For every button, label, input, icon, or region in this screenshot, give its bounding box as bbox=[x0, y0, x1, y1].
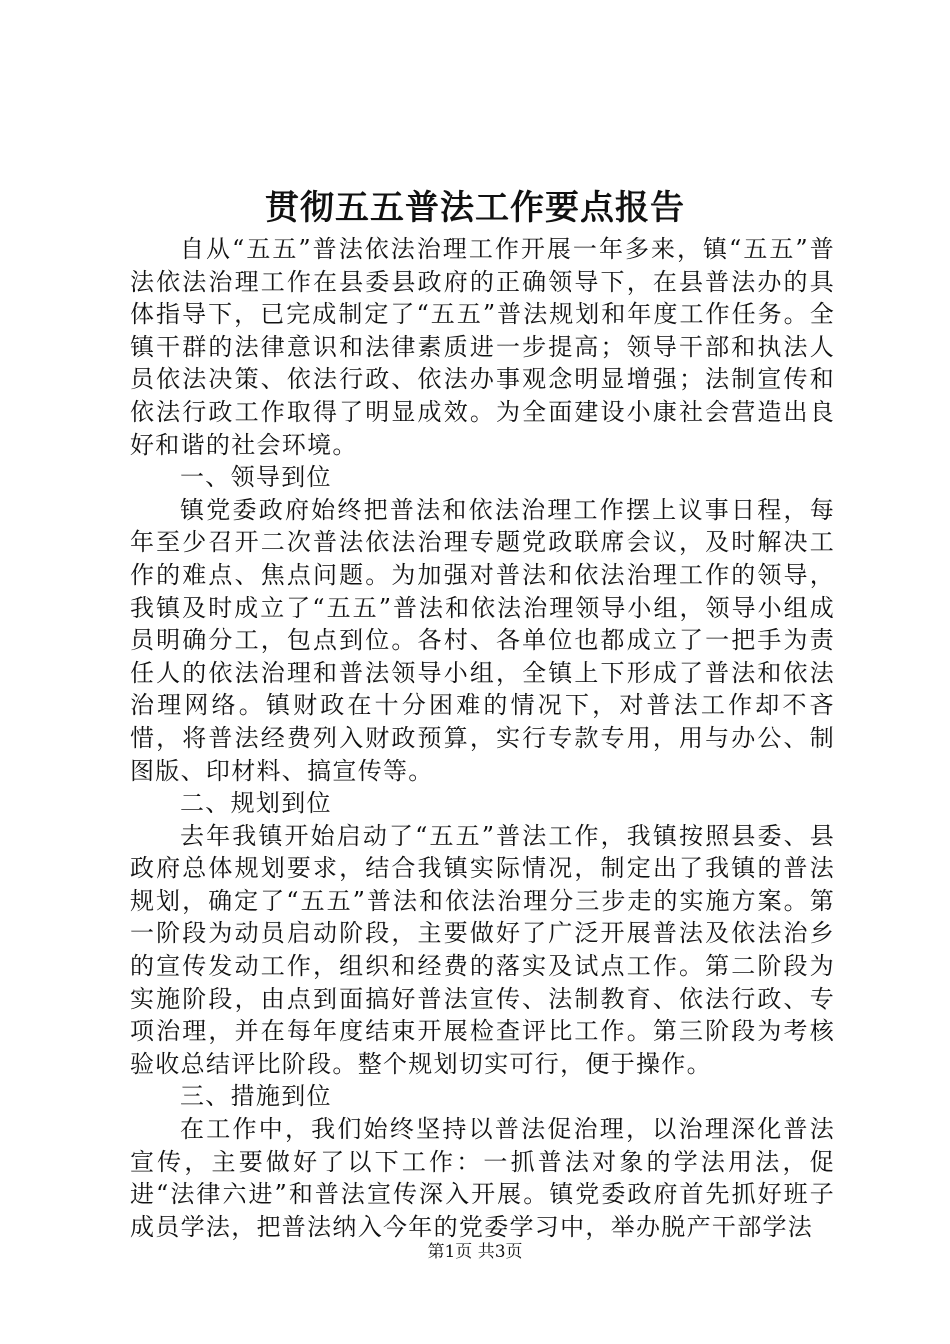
intro-paragraph: 自从“五五”普法依法治理工作开展一年多来，镇“五五”普法依法治理工作在县委县政府的正确领导下，在县普法办的具体指导下，已完成制定了“五五”普法规划和年度工作任务。全镇干群的法律意识和法律素质进一步提高；领导干部和执法人员依法决策、依法行政、依法办事观念明显增强；法制宣传和依法行政工作取得了明显成效。为全面建设小康社会营造出良好和谐的社会环境。 bbox=[130, 235, 835, 459]
section-paragraph-leadership: 镇党委政府始终把普法和依法治理工作摆上议事日程，每年至少召开二次普法依法治理专题党政联席会议，及时解决工作的难点、焦点问题。为加强对普法和依法治理工作的领导，我镇及时成立了“五五”普法和依法治理领导小组，领导小组成员明确分工，包点到位。各村、各单位也都成立了一把手为责任人的依法治理和普法领导小组，全镇上下形成了普法和依法治理网络。镇财政在十分困难的情况下，对普法工作却不吝惜，将普法经费列入财政预算，实行专款专用，用与办公、制图版、印材料、搞宣传等。 bbox=[130, 495, 835, 785]
document-title: 贯彻五五普法工作要点报告 bbox=[265, 188, 685, 228]
document-body bbox=[130, 233, 835, 1243]
page-number-footer: 第1页 共3页 bbox=[427, 1242, 523, 1262]
section-heading-planning: 二、规划到位 bbox=[180, 789, 332, 818]
section-heading-leadership: 一、领导到位 bbox=[180, 463, 332, 492]
section-heading-measures: 三、措施到位 bbox=[180, 1082, 332, 1111]
section-paragraph-measures: 在工作中，我们始终坚持以普法促治理，以治理深化普法宣传，主要做好了以下工作：一抓普法对象的学法用法，促进“法律六进”和普法宣传深入开展。镇党委政府首先抓好班子成员学法，把普法纳入今年的党委学习中，举办脱产干部学法 bbox=[130, 1115, 835, 1241]
section-paragraph-planning: 去年我镇开始启动了“五五”普法工作，我镇按照县委、县政府总体规划要求，结合我镇实际情况，制定出了我镇的普法规划，确定了“五五”普法和依法治理分三步走的实施方案。第一阶段为动员启动阶段，主要做好了广泛开展普法及依法治乡的宣传发动工作，组织和经费的落实及试点工作。第二阶段为实施阶段，由点到面搞好普法宣传、法制教育、依法行政、专项治理，并在每年度结束开展检查评比工作。第三阶段为考核验收总结评比阶段。整个规划切实可行，便于操作。 bbox=[130, 821, 835, 1078]
